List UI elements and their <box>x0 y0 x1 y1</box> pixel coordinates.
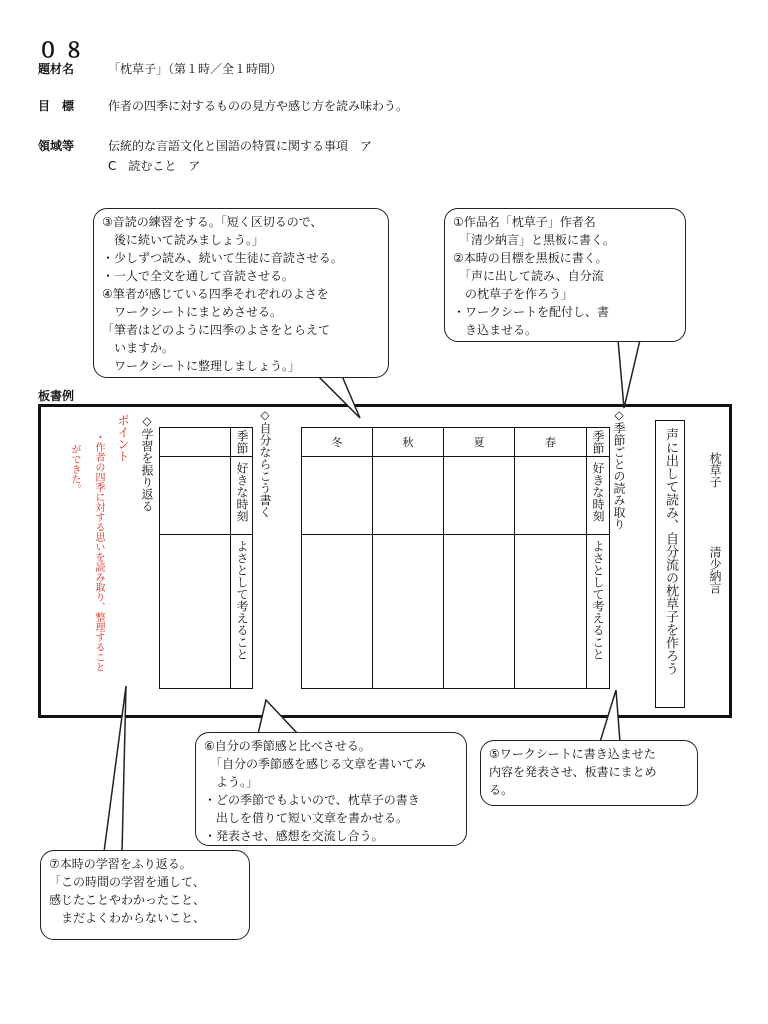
section3-heading: ◇学習を振り返る <box>140 414 154 512</box>
callout-step1-2: ①作品名「枕草子」作者名 「清少納言」と黒板に書く。 ②本時の目標を黒板に書く。 「声に出して読み、自分流 の枕草子を作ろう」 ・ワークシートを配付し、書 き込ませる。 <box>444 208 686 342</box>
point-text-2: ができた。 <box>69 444 80 494</box>
season-autumn: 秋 <box>402 436 414 449</box>
own-row-favorite-label: 好きな時刻 <box>235 462 249 522</box>
season-winter: 冬 <box>331 436 343 449</box>
row-reason-label: よさとして考えること <box>591 540 605 660</box>
callout-step5: ⑤ワークシートに書き込ませた 内容を発表させ、板書にまとめ る。 <box>480 740 698 806</box>
domain-label: 領域等 <box>38 139 75 153</box>
domain-line1: 伝統的な言語文化と国語の特質に関する事項 ア <box>108 139 373 153</box>
board-title: 枕草子 <box>708 452 722 488</box>
row-favorite-label: 好きな時刻 <box>591 462 605 522</box>
section2-heading: ◇自分ならこう書く <box>258 408 272 518</box>
row-season-label: 季節 <box>591 430 605 454</box>
domain-line2: C 読むこと ア <box>108 159 201 173</box>
material-text: 「枕草子」（第１時／全１時間） <box>108 62 283 76</box>
callout-step3-4: ③音読の練習をする。「短く区切るので、 後に続いて読みましょう。」 ・少しずつ読み、続いて生徒に音読させる。 ・一人で全文を通して音読させる。 ④筆者が感じている四季それぞれのよさを ワークシートにまとめさせる。 「筆者はどのように四季のよさをとらえて いますか。 ワークシートに整理しましょう。」 <box>93 208 389 378</box>
point-text-1: ・作者の四季に対する思いを読み取り、整理すること <box>93 432 104 672</box>
material-label: 題材名 <box>38 62 75 76</box>
season-summer: 夏 <box>473 436 485 449</box>
section1-heading: ◇季節ごとの読み取り <box>612 408 626 530</box>
point-heading: ポイント <box>116 414 130 462</box>
board-goal: 声に出して読み、自分流の枕草子を作ろう <box>663 428 678 675</box>
board-author: 清少納言 <box>708 546 722 594</box>
callout-step6: ⑥自分の季節感と比べさせる。 「自分の季節感を感じる文章を書いてみ よう。」 ・どの季節でもよいので、枕草子の書き 出しを借りて短い文章を書かせる。 ・発表させ、感想を交流し合う。 <box>195 732 467 846</box>
callout-step7: ⑦本時の学習をふり返る。 「この時間の学習を通して、 感じたことやわかったこと、 まだよくわからないこと、 <box>40 850 250 940</box>
goal-text: 作者の四季に対するものの見方や感じ方を読み味わう。 <box>108 99 409 113</box>
own-row-reason-label: よさとして考えること <box>235 540 249 660</box>
season-spring: 春 <box>545 436 556 449</box>
own-row-season-label: 季節 <box>235 430 249 454</box>
lesson-number: ０８ <box>38 38 90 62</box>
goal-label: 目 標 <box>38 99 75 113</box>
board-label: 板書例 <box>38 389 75 403</box>
